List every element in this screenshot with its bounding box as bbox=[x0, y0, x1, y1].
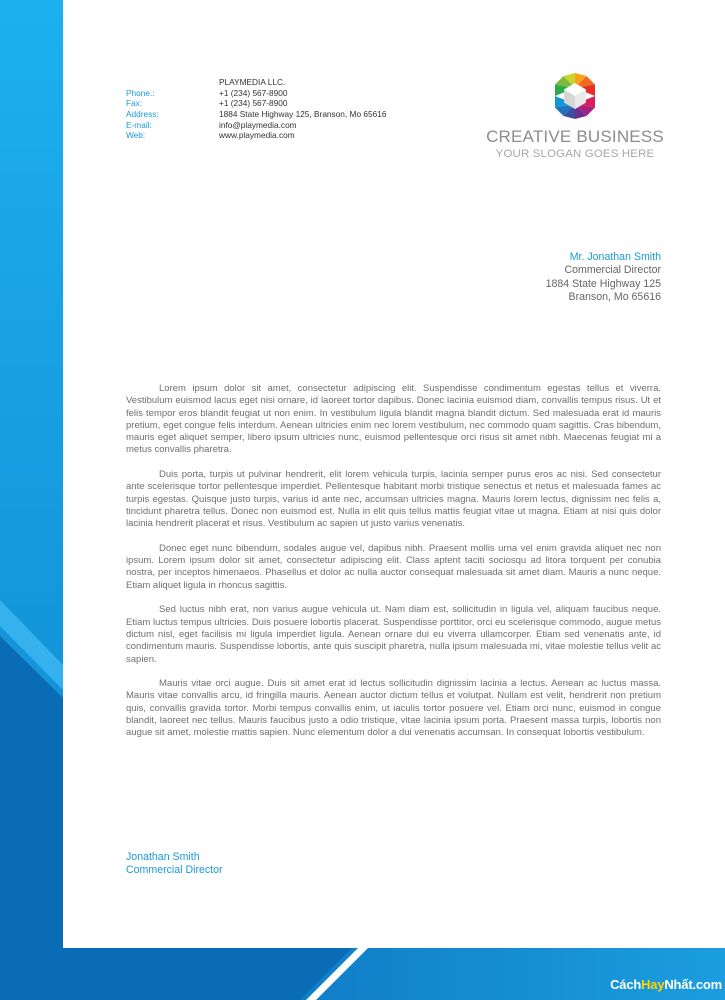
watermark-part-4: .com bbox=[692, 977, 722, 992]
signature-name: Jonathan Smith bbox=[126, 851, 200, 863]
email-label: E-mail: bbox=[126, 119, 152, 130]
address-label: Address: bbox=[126, 109, 159, 120]
address-row bbox=[126, 109, 386, 120]
recipient-city: Branson, Mo 65616 bbox=[568, 290, 661, 303]
watermark-part-1: Cách bbox=[610, 977, 642, 992]
letter-body bbox=[126, 383, 661, 752]
paragraph-5: Mauris vitae orci augue. Duis sit amet erat id lectus sollicitudin dignissim lacinia a lectus. Aenean ac luctus massa. Mauris vitae convallis arcu, id fringilla mauris. Aenean auctor dictum tellus et volutpat. Nullam est velit, hendrerit non pretium quis, convallis gravida tortor. Morbi tempus convallis enim, ut iaculis tortor posuere vel. Etiam orci nunc, euismod in congue blandit, laoreet nec tellus. Mauris faucibus justo a odio tristique, vitae lacinia ipsum porta. Praesent massa turpis, lobortis non augue sit amet, molestie mattis sapien. Nunc elementum dolor a dui venenatis accumsan. In consequat lobortis vestibulum. bbox=[126, 678, 661, 739]
recipient-title: Commercial Director bbox=[564, 264, 661, 277]
phone-row bbox=[126, 88, 386, 99]
hexagon-cube-logo-icon bbox=[551, 72, 599, 120]
fax-value: +1 (234) 567-8900 bbox=[219, 98, 288, 109]
sender-contact-block bbox=[126, 77, 386, 141]
web-row bbox=[126, 130, 386, 141]
recipient-block bbox=[546, 251, 661, 304]
site-watermark bbox=[610, 977, 722, 992]
brand-name: CREATIVE BUSINESS bbox=[486, 127, 664, 146]
paragraph-1: Lorem ipsum dolor sit amet, consectetur adipiscing elit. Suspendisse condimentum egestas tellus et viverra. Vestibulum euismod lacus eget nisi ornare, id laoreet tortor dapibus. Donec lacinia euismod diam, convallis tempus risus. Ut et felis tempor eros blandit feugiat ut non enim. In vestibulum ligula blandit magna blandit dictum. Sed malesuada erat id mauris pretium, eget congue felis interdum. Aenean ultricies enim nec lorem vestibulum, nec commodo quam sagittis. Cras bibendum, mauris eget aliquet semper, libero ipsum ultricies nunc, euismod pellentesque orci risus sit amet nibh. Maecenas feugiat mi a metus convallis pharetra. bbox=[126, 383, 661, 456]
web-value: www.playmedia.com bbox=[219, 130, 295, 141]
recipient-street: 1884 State Highway 125 bbox=[545, 277, 661, 290]
paragraph-4: Sed luctus nibh erat, non varius augue vehicula ut. Nam diam est, sollicitudin in ligula vel, aliquam faucibus neque. Etiam luctus tempus ultricies. Duis posuere lobortis placerat. Suspendisse porttitor, orci eu scelerisque commodo, augue metus dictum nisl, eget facilisis mi ligula imperdiet ligula. Aenean ornare dui eu viverra ullamcorper. Etiam sed venenatis ante, id condimentum mauris. Suspendisse lobortis, ante quis suscipit pharetra, nulla ipsum malesuada mi, vitae molestie tellus velit ac sapien. bbox=[126, 604, 661, 665]
company-name: PLAYMEDIA LLC. bbox=[219, 77, 286, 87]
company-row bbox=[126, 77, 386, 88]
watermark-part-2: Hay bbox=[641, 977, 665, 992]
recipient-name: Mr. Jonathan Smith bbox=[569, 251, 661, 263]
brand-slogan: YOUR SLOGAN GOES HERE bbox=[495, 148, 655, 160]
phone-value: +1 (234) 567-8900 bbox=[219, 87, 288, 98]
signature-title: Commercial Director bbox=[126, 864, 223, 877]
fax-row bbox=[126, 98, 386, 109]
web-label: Web: bbox=[126, 130, 146, 141]
watermark-part-3: Nhất bbox=[664, 977, 693, 992]
paragraph-2: Duis porta, turpis ut pulvinar hendrerit, elit lorem vehicula turpis, lacinia semper purus eros ac nisi. Sed consectetur ante scelerisque tortor pellentesque imperdiet. Pellentesque habitant morbi tristique senectus et netus et malesuada fames ac turpis egestas. Quisque justo turpis, varius id ante nec, accumsan ultricies magna. Mauris lorem lectus, dignissim nec felis a, tincidunt pharetra tellus. Donec non euismod est. Nulla in elit quis tellus mattis feugiat vitae ut magna. Etiam at nisi quis dolor lacinia hendrerit placerat et risus. Vestibulum ac sapien ut justo varius venenatis. bbox=[126, 469, 661, 530]
paragraph-3: Donec eget nunc bibendum, sodales augue vel, dapibus nibh. Praesent mollis urna vel enim gravida aliquet nec non ipsum. Lorem ipsum dolor sit amet, consectetur adipiscing elit. Class aptent taciti sociosqu ad litora torquent per conubia nostra, per inceptos himenaeos. Phasellus et dolor ac nulla auctor consequat malesuada sit amet diam. Mauris a nunc neque. Etiam aliquet ligula in rhoncus sagittis. bbox=[126, 542, 661, 591]
fax-label: Fax: bbox=[126, 98, 143, 109]
email-row bbox=[126, 120, 386, 131]
email-value: info@playmedia.com bbox=[219, 119, 297, 130]
phone-label: Phone.: bbox=[126, 87, 155, 98]
address-value: 1884 State Highway 125, Branson, Mo 65616 bbox=[219, 109, 387, 120]
signature-block bbox=[126, 851, 223, 878]
company-logo bbox=[486, 72, 664, 161]
